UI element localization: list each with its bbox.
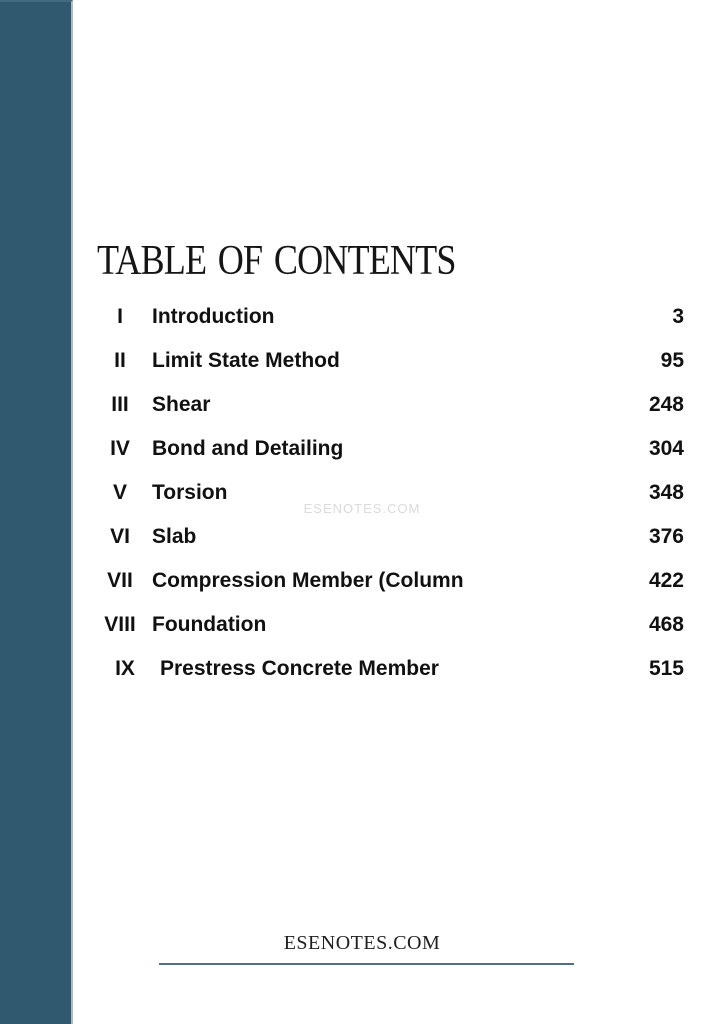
toc-entry-page-number: 515 — [648, 657, 684, 680]
toc-entry-title: Limit State Method — [152, 349, 340, 372]
page-title: TABLE OF CONTENTS — [97, 238, 456, 284]
toc-entry-page-number: 376 — [648, 525, 684, 548]
toc-entry-page-number: 348 — [648, 481, 684, 504]
toc-entry-page-number: 95 — [660, 349, 684, 372]
toc-row — [90, 295, 684, 339]
toc-entry-title: Compression Member (Column — [152, 569, 464, 592]
toc-entry-title: Torsion — [152, 481, 228, 504]
toc-row — [90, 559, 684, 603]
toc-entry-title: Shear — [152, 393, 211, 416]
toc-entry-page-number: 304 — [648, 437, 684, 460]
toc-entry-page-number: 248 — [648, 393, 684, 416]
footer-brand: ESENOTES.COM — [283, 932, 441, 954]
toc-row — [90, 339, 684, 383]
toc-entry-numeral: IV — [110, 437, 130, 460]
watermark-text: ESENOTES.COM — [303, 501, 421, 516]
toc-entry-numeral: VII — [107, 569, 133, 592]
toc-entry-numeral: I — [117, 305, 123, 328]
toc-entry-page-number: 468 — [648, 613, 684, 636]
table-of-contents — [90, 295, 684, 691]
toc-entry-title: Foundation — [152, 613, 267, 636]
toc-entry-title: Introduction — [152, 305, 275, 328]
toc-entry-numeral: VI — [110, 525, 130, 548]
toc-row — [90, 515, 684, 559]
toc-row — [90, 603, 684, 647]
toc-entry-title: Slab — [152, 525, 197, 548]
toc-entry-numeral: VIII — [104, 613, 136, 636]
toc-entry-numeral: III — [111, 393, 129, 416]
toc-entry-title: Prestress Concrete Member — [160, 657, 439, 680]
toc-row — [90, 383, 684, 427]
toc-entry-numeral: V — [112, 481, 127, 504]
toc-entry-numeral: II — [114, 349, 126, 372]
footer-divider — [159, 963, 574, 965]
toc-entry-page-number: 3 — [672, 305, 684, 328]
toc-row — [90, 427, 684, 471]
toc-row — [90, 647, 684, 691]
toc-entry-page-number: 422 — [648, 569, 684, 592]
toc-entry-numeral: IX — [115, 657, 135, 680]
toc-entry-title: Bond and Detailing — [152, 437, 344, 460]
